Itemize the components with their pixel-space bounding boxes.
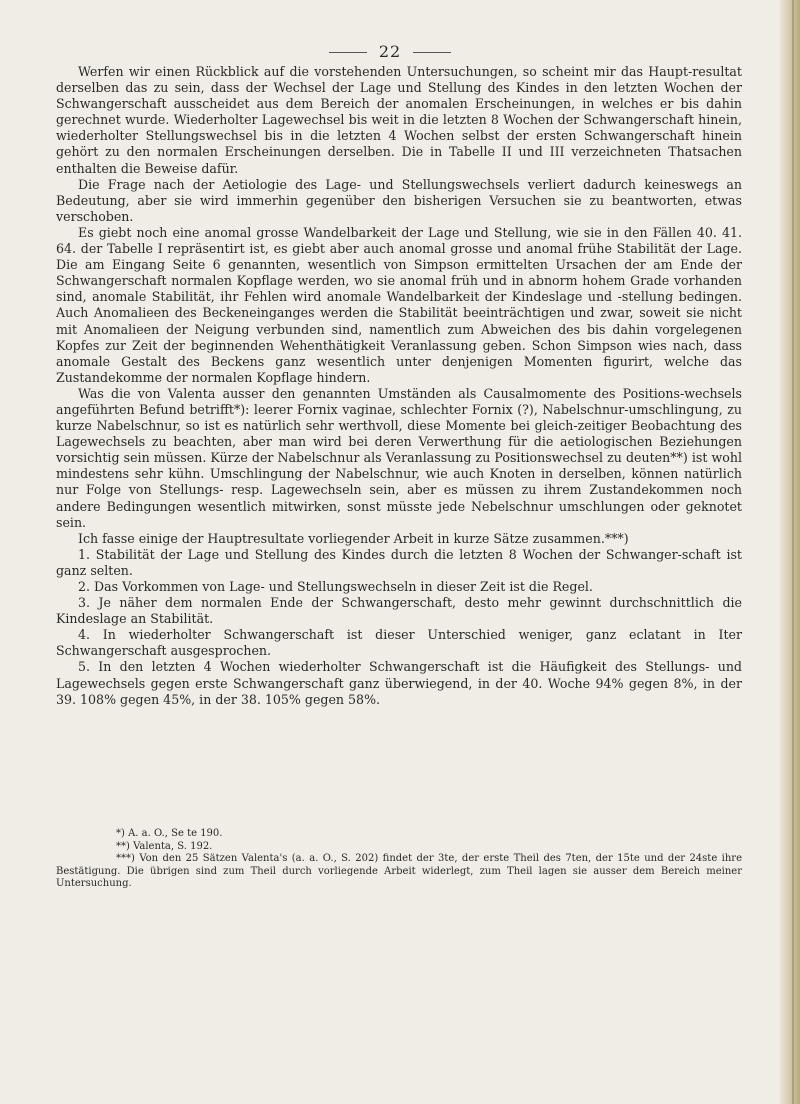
book-edge-line bbox=[792, 0, 794, 1104]
footnote: **) Valenta, S. 192. bbox=[116, 840, 213, 852]
page-number-text: 22 bbox=[378, 42, 402, 61]
list-item: 1. Stabilität der Lage und Stellung des Kindes durch die letzten 8 Wochen der Schwanger-schaft ist ganz selten. bbox=[56, 546, 742, 578]
list-item: 2. Das Vorkommen von Lage- und Stellungswechseln in dieser Zeit ist die Regel. bbox=[78, 579, 593, 594]
list-item: 3. Je näher dem normalen Ende der Schwangerschaft, desto mehr gewinnt durchschnittlich die Kindeslage an Stabilität. bbox=[56, 595, 742, 627]
page-number-dash-left bbox=[329, 52, 367, 53]
page-number-dash-right bbox=[413, 52, 451, 53]
footnote: *) A. a. O., Se te 190. bbox=[116, 828, 223, 839]
list-item: 4. In wiederholter Schwangerschaft ist dieser Unterschied weniger, ganz eclatant in Iter Schwangerschaft ausgesprochen. bbox=[56, 627, 742, 659]
paragraph: Ich fasse einige der Hauptresultate vorliegender Arbeit in kurze Sätze zusammen.***) bbox=[78, 530, 629, 546]
footnotes bbox=[56, 828, 742, 891]
body-text bbox=[56, 64, 742, 708]
paragraph: Es giebt noch eine anomal grosse Wandelbarkeit der Lage und Stellung, wie sie in den Fällen 40. 41. 64. der Tabelle I repräsentirt ist, es giebt aber auch anomal grosse und anomal frühe Stabilität der Lage. Die am Eingang Seite 6 genannten, wesentlich von Simpson ermittelten Ursachen der am Ende der Schwangerschaft normalen Kopflage werden, wo sie anomal früh und in abnorm hohem Grade vorhanden sind, anomale Stabilität, ihr Fehlen wird anomale Wandelbarkeit der Kindeslage und -stellung bedingen. Auch Anomalieen des Beckeneinganges werden die Stabilität beeinträchtigen und zwar, soweit sie nicht mit Anomalieen der Neigung verbunden sind, namentlich zum Abweichen des bis dahin vorgelegenen Kopfes zur Zeit der beginnenden Wehenthätigkeit Veranlassung geben. Schon Simpson wies nach, dass anomale Gestalt des Beckens ganz wesentlich unter denjenigen Momenten figurirt, welche das Zustandekomme der normalen Kopflage hindern. bbox=[56, 224, 742, 385]
list-item: 5. In den letzten 4 Wochen wiederholter Schwangerschaft ist die Häufigkeit des Stellungs- und Lagewechsels gegen erste Schwangerschaft ganz überwiegend, in der 40. Woche 94% gegen 8%, in der 39. 108% gegen 45%, in der 38. 105% gegen 58%. bbox=[56, 659, 742, 707]
page-number bbox=[0, 42, 780, 61]
summary-list bbox=[56, 547, 742, 708]
book-edge bbox=[780, 0, 800, 1104]
paragraph: Die Frage nach der Aetiologie des Lage- und Stellungswechsels verliert dadurch keineswegs an Bedeutung, aber sie wird immerhin gegenüber den bisherigen Versuchen sie zu beantworten, etwas verschoben. bbox=[56, 176, 742, 224]
paragraph: Werfen wir einen Rückblick auf die vorstehenden Untersuchungen, so scheint mir das Haupt-resultat derselben das zu sein, dass der Wechsel der Lage und Stellung des Kindes in den letzten Wochen der Schwangerschaft ausscheidet aus dem Bereich der anomalen Erscheinungen, in welches er bis dahin gerechnet wurde. Wiederholter Lagewechsel bis weit in die letzten 8 Wochen der Schwangerschaft hinein, wiederholter Stellungswechsel bis in die letzten 4 Wochen selbst der ersten Schwangerschaft hinein gehört zu den normalen Erscheinungen derselben. Die in Tabelle II und III verzeichneten Thatsachen enthalten die Beweise dafür. bbox=[56, 64, 742, 176]
paragraph: Was die von Valenta ausser den genannten Umständen als Causalmomente des Positions-wechsels angeführten Befund betrifft*): leerer Fornix vaginae, schlechter Fornix (?), Nabelschnur-umschlingung, zu kurze Nabelschnur, so ist es natürlich sehr werthvoll, diese Momente bei gleich-zeitiger Beobachtung des Lagewechsels zu beachten, aber man wird bei deren Verwerthung für die aetiologischen Beziehungen vorsichtig sein müssen. Kürze der Nabelschnur als Veranlassung zu Positionswechsel zu deuten**) ist wohl mindestens sehr kühn. Umschlingung der Nabelschnur, wie auch Knoten in derselben, können natürlich nur Folge von Stellungs- resp. Lagewechseln sein, aber es müssen zu ihrem Zustandekommen noch andere Bedingungen wesentlich mitwirken, sonst müsste jede Nebelschnur umschlungen oder geknotet sein. bbox=[56, 385, 742, 530]
footnote: ***) Von den 25 Sätzen Valenta's (a. a. O., S. 202) findet der 3te, der erste Theil des 7ten, der 15te und der 24ste ihre Bestätigung. Die übrigen sind zum Theil durch vorliegende Arbeit widerlegt, zum Theil lagen sie ausser dem Bereich meiner Untersuchung. bbox=[56, 853, 742, 890]
